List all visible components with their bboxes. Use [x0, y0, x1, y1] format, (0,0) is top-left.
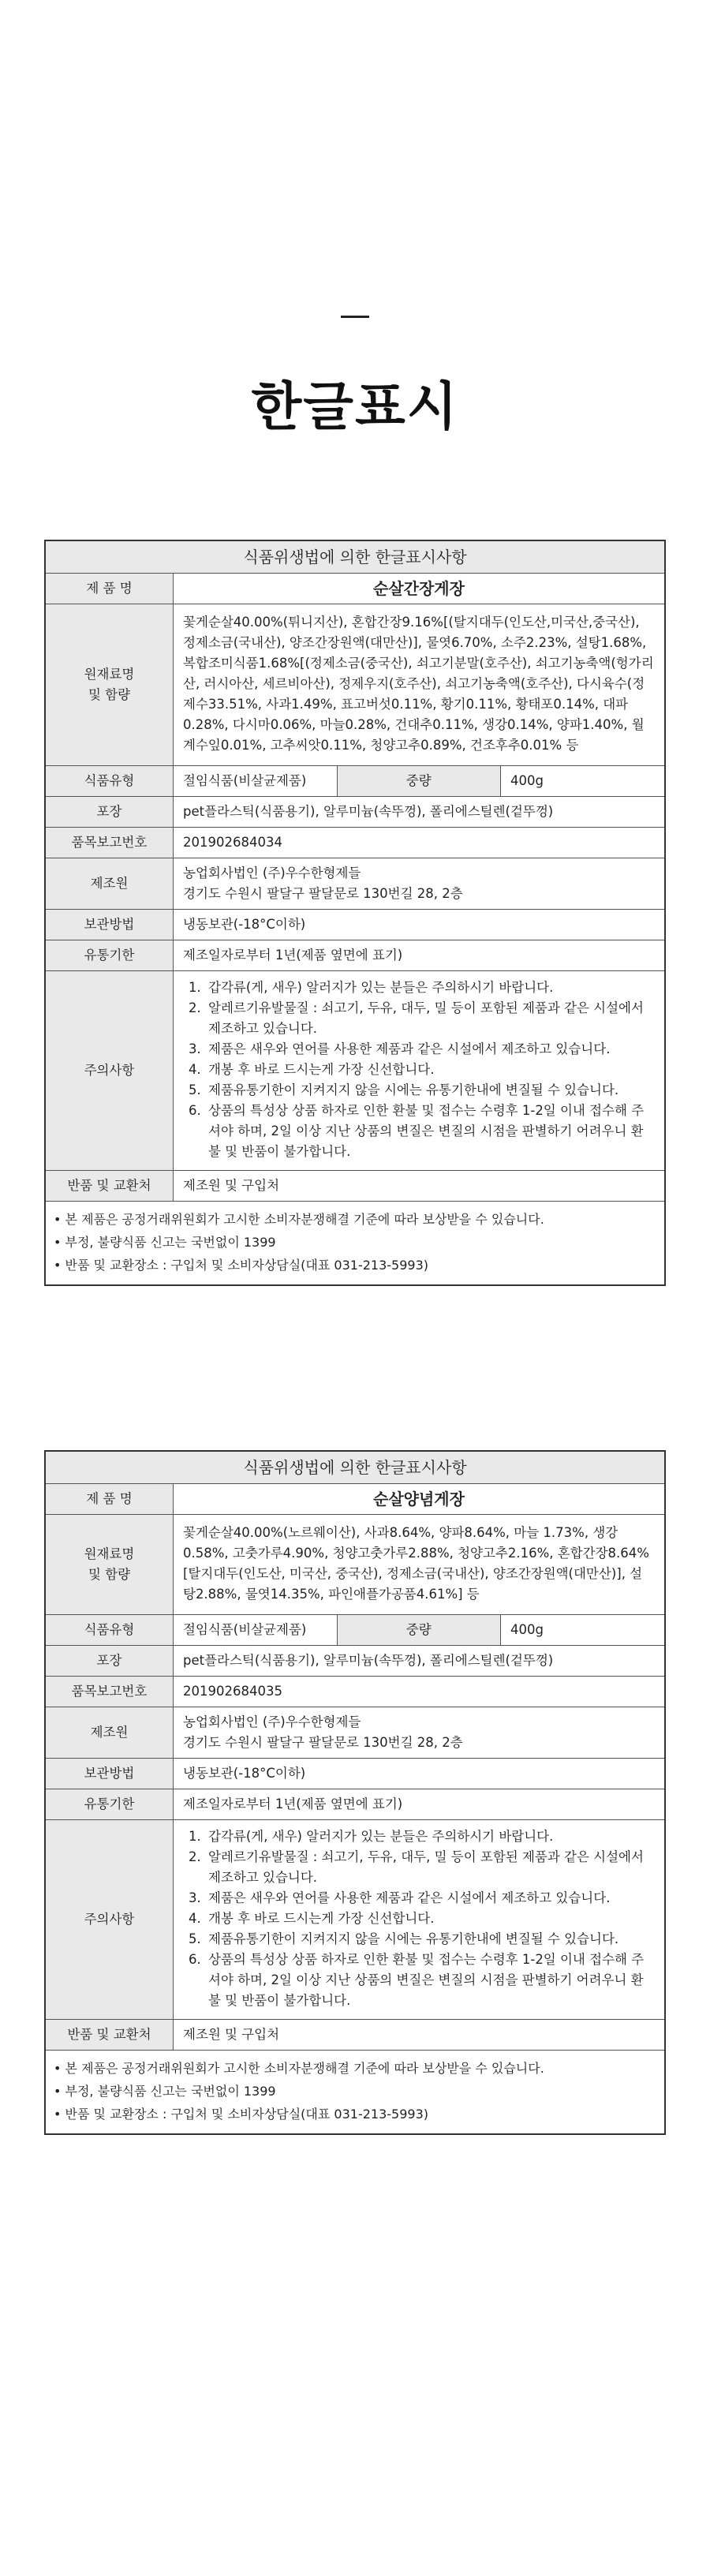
table-caption: 식품위생법에 의한 한글표시사항: [46, 1452, 664, 1484]
caution-item: 3. 제품은 새우와 연어를 사용한 제품과 같은 시설에서 제조하고 있습니다.: [205, 1039, 655, 1060]
manufacturer-name: 농업회사법인 (주)우수한형제들: [183, 1714, 361, 1729]
package-value: pet플라스틱(식품용기), 알루미늄(속뚜껑), 폴리에스틸렌(겉뚜껑): [174, 1646, 665, 1677]
note-item: • 본 제품은 공정거래위원회가 고시한 소비자분쟁해결 기준에 따라 보상받을 수 있습니다.: [54, 1212, 544, 1227]
caution-item: 2. 알레르기유발물질 : 쇠고기, 두유, 대두, 밀 등이 포함된 제품과 같은 시설에서 제조하고 있습니다.: [205, 1847, 655, 1888]
storage-value: 냉동보관(-18°C이하): [174, 1759, 665, 1789]
note-item: • 본 제품은 공정거래위원회가 고시한 소비자분쟁해결 기준에 따라 보상받을 수 있습니다.: [54, 2061, 544, 2076]
caution-list: [183, 1826, 655, 2011]
manufacturer-label: 제조원: [46, 858, 174, 910]
table-caption: 식품위생법에 의한 한글표시사항: [46, 541, 664, 574]
note-item: • 반품 및 교환장소 : 구입처 및 소비자상담실(대표 031-213-5993): [54, 1258, 429, 1273]
note-item: • 부정, 불량식품 신고는 국번없이 1399: [54, 2084, 276, 2099]
ingredients-value: 꽃게순살40.00%(튀니지산), 혼합간장9.16%[(탈지대두(인도산,미국산,중국산), 정제소금(국내산), 양조간장원액(대만산)], 물엿6.70%, 소주2.23%, 설탕1.68%, 복합조미식품1.68%[(정제소금(중국산), 쇠고기분말(호주산), 쇠고기농축액(헝가리산, 러시아산, 세르비아산), 정제우지(호주산), 쇠고기농축액(호주산), 다시육수(정제수33.51%, 사과1.49%, 표고버섯0.11%, 황기0.11%, 황태포0.14%, 대파0.28%, 다시마0.06%, 마늘0.28%, 건대추0.11%, 생강0.14%, 양파1.40%, 월계수잎0.01%, 고추씨앗0.11%, 청양고추0.89%, 건조후추0.01% 등: [174, 604, 665, 766]
food-type-label: 식품유형: [46, 1615, 174, 1646]
caution-item: 6. 상품의 특성상 상품 하자로 인한 환불 및 접수는 수령후 1-2일 이내 접수해 주셔야 하며, 2일 이상 지난 상품의 변질은 변질의 시점을 판별하기 어려우니 환불 및 반품이 불가합니다.: [205, 1950, 655, 2011]
note-item: • 부정, 불량식품 신고는 국번없이 1399: [54, 1235, 276, 1250]
manufacturer-address: 경기도 수원시 팔달구 팔달문로 130번길 28, 2층: [183, 1735, 463, 1750]
caution-list: [183, 978, 655, 1162]
caution-item: 1. 갑각류(게, 새우) 알러지가 있는 분들은 주의하시기 바랍니다.: [205, 1826, 655, 1847]
manufacturer-name: 농업회사법인 (주)우수한형제들: [183, 866, 361, 880]
notes: [46, 1201, 664, 1284]
manufacturer-label: 제조원: [46, 1707, 174, 1759]
food-type-value: 절임식품(비살균제품): [174, 766, 338, 797]
package-label: 포장: [46, 797, 174, 828]
title-divider: [341, 316, 369, 318]
caution-item: 1. 갑각류(게, 새우) 알러지가 있는 분들은 주의하시기 바랍니다.: [205, 978, 655, 998]
ingredients-value: 꽃게순살40.00%(노르웨이산), 사과8.64%, 양파8.64%, 마늘 1.73%, 생강0.58%, 고춧가루4.90%, 청양고춧가루2.88%, 청양고추2.16%, 혼합간장8.64%[탈지대두(인도산, 미국산, 중국산), 정제소금(국내산), 양조간장원액(대만산)], 설탕2.88%, 물엿14.35%, 파인애플가공품4.61%] 등: [174, 1515, 665, 1615]
caution-item: 4. 개봉 후 바로 드시는게 가장 신선합니다.: [205, 1909, 655, 1929]
report-number-value: 201902684035: [174, 1677, 665, 1707]
ingredients-label: 원재료명 및 함량: [46, 604, 174, 766]
page-title: 한글표시: [251, 376, 459, 437]
product-name-label: 제 품 명: [46, 1484, 174, 1515]
label-table-2: [44, 1450, 666, 2135]
return-label: 반품 및 교환처: [46, 1171, 174, 1202]
caution-item: 6. 상품의 특성상 상품 하자로 인한 환불 및 접수는 수령후 1-2일 이내 접수해 주셔야 하며, 2일 이상 지난 상품의 변질은 변질의 시점을 판별하기 어려우니 환불 및 반품이 불가합니다.: [205, 1101, 655, 1162]
weight-label: 중량: [337, 1615, 501, 1646]
report-number-label: 품목보고번호: [46, 828, 174, 858]
caution-label: 주의사항: [46, 1820, 174, 2020]
food-type-value: 절임식품(비살균제품): [174, 1615, 338, 1646]
weight-value: 400g: [501, 1615, 665, 1646]
ingredients-label: 원재료명 및 함량: [46, 1515, 174, 1615]
label-table-1: [44, 540, 666, 1286]
caution-item: 5. 제품유통기한이 지켜지지 않을 시에는 유통기한내에 변질될 수 있습니다.: [205, 1080, 655, 1101]
product-name: 순살양념게장: [174, 1484, 665, 1515]
caution-item: 5. 제품유통기한이 지켜지지 않을 시에는 유통기한내에 변질될 수 있습니다.: [205, 1929, 655, 1950]
storage-label: 보관방법: [46, 1759, 174, 1789]
report-number-label: 품목보고번호: [46, 1677, 174, 1707]
return-label: 반품 및 교환처: [46, 2020, 174, 2051]
product-name-label: 제 품 명: [46, 574, 174, 604]
caution-item: 4. 개봉 후 바로 드시는게 가장 신선합니다.: [205, 1060, 655, 1080]
caution-item: 2. 알레르기유발물질 : 쇠고기, 두유, 대두, 밀 등이 포함된 제품과 같은 시설에서 제조하고 있습니다.: [205, 998, 655, 1039]
manufacturer-address: 경기도 수원시 팔달구 팔달문로 130번길 28, 2층: [183, 886, 463, 901]
weight-value: 400g: [501, 766, 665, 797]
caution-value: [174, 1820, 665, 2020]
caution-label: 주의사항: [46, 971, 174, 1171]
manufacturer-value: [174, 1707, 665, 1759]
expiry-label: 유통기한: [46, 1789, 174, 1820]
return-value: 제조원 및 구입처: [174, 1171, 665, 1202]
package-value: pet플라스틱(식품용기), 알루미늄(속뚜껑), 폴리에스틸렌(겉뚜껑): [174, 797, 665, 828]
report-number-value: 201902684034: [174, 828, 665, 858]
package-label: 포장: [46, 1646, 174, 1677]
product-name: 순살간장게장: [174, 574, 665, 604]
return-value: 제조원 및 구입처: [174, 2020, 665, 2051]
food-type-label: 식품유형: [46, 766, 174, 797]
notes: [46, 2050, 664, 2133]
expiry-value: 제조일자로부터 1년(제품 옆면에 표기): [174, 1789, 665, 1820]
caution-value: [174, 971, 665, 1171]
storage-value: 냉동보관(-18°C이하): [174, 910, 665, 940]
storage-label: 보관방법: [46, 910, 174, 940]
manufacturer-value: [174, 858, 665, 910]
caution-item: 3. 제품은 새우와 연어를 사용한 제품과 같은 시설에서 제조하고 있습니다.: [205, 1888, 655, 1909]
weight-label: 중량: [337, 766, 501, 797]
note-item: • 반품 및 교환장소 : 구입처 및 소비자상담실(대표 031-213-5993): [54, 2107, 429, 2122]
expiry-label: 유통기한: [46, 940, 174, 971]
expiry-value: 제조일자로부터 1년(제품 옆면에 표기): [174, 940, 665, 971]
